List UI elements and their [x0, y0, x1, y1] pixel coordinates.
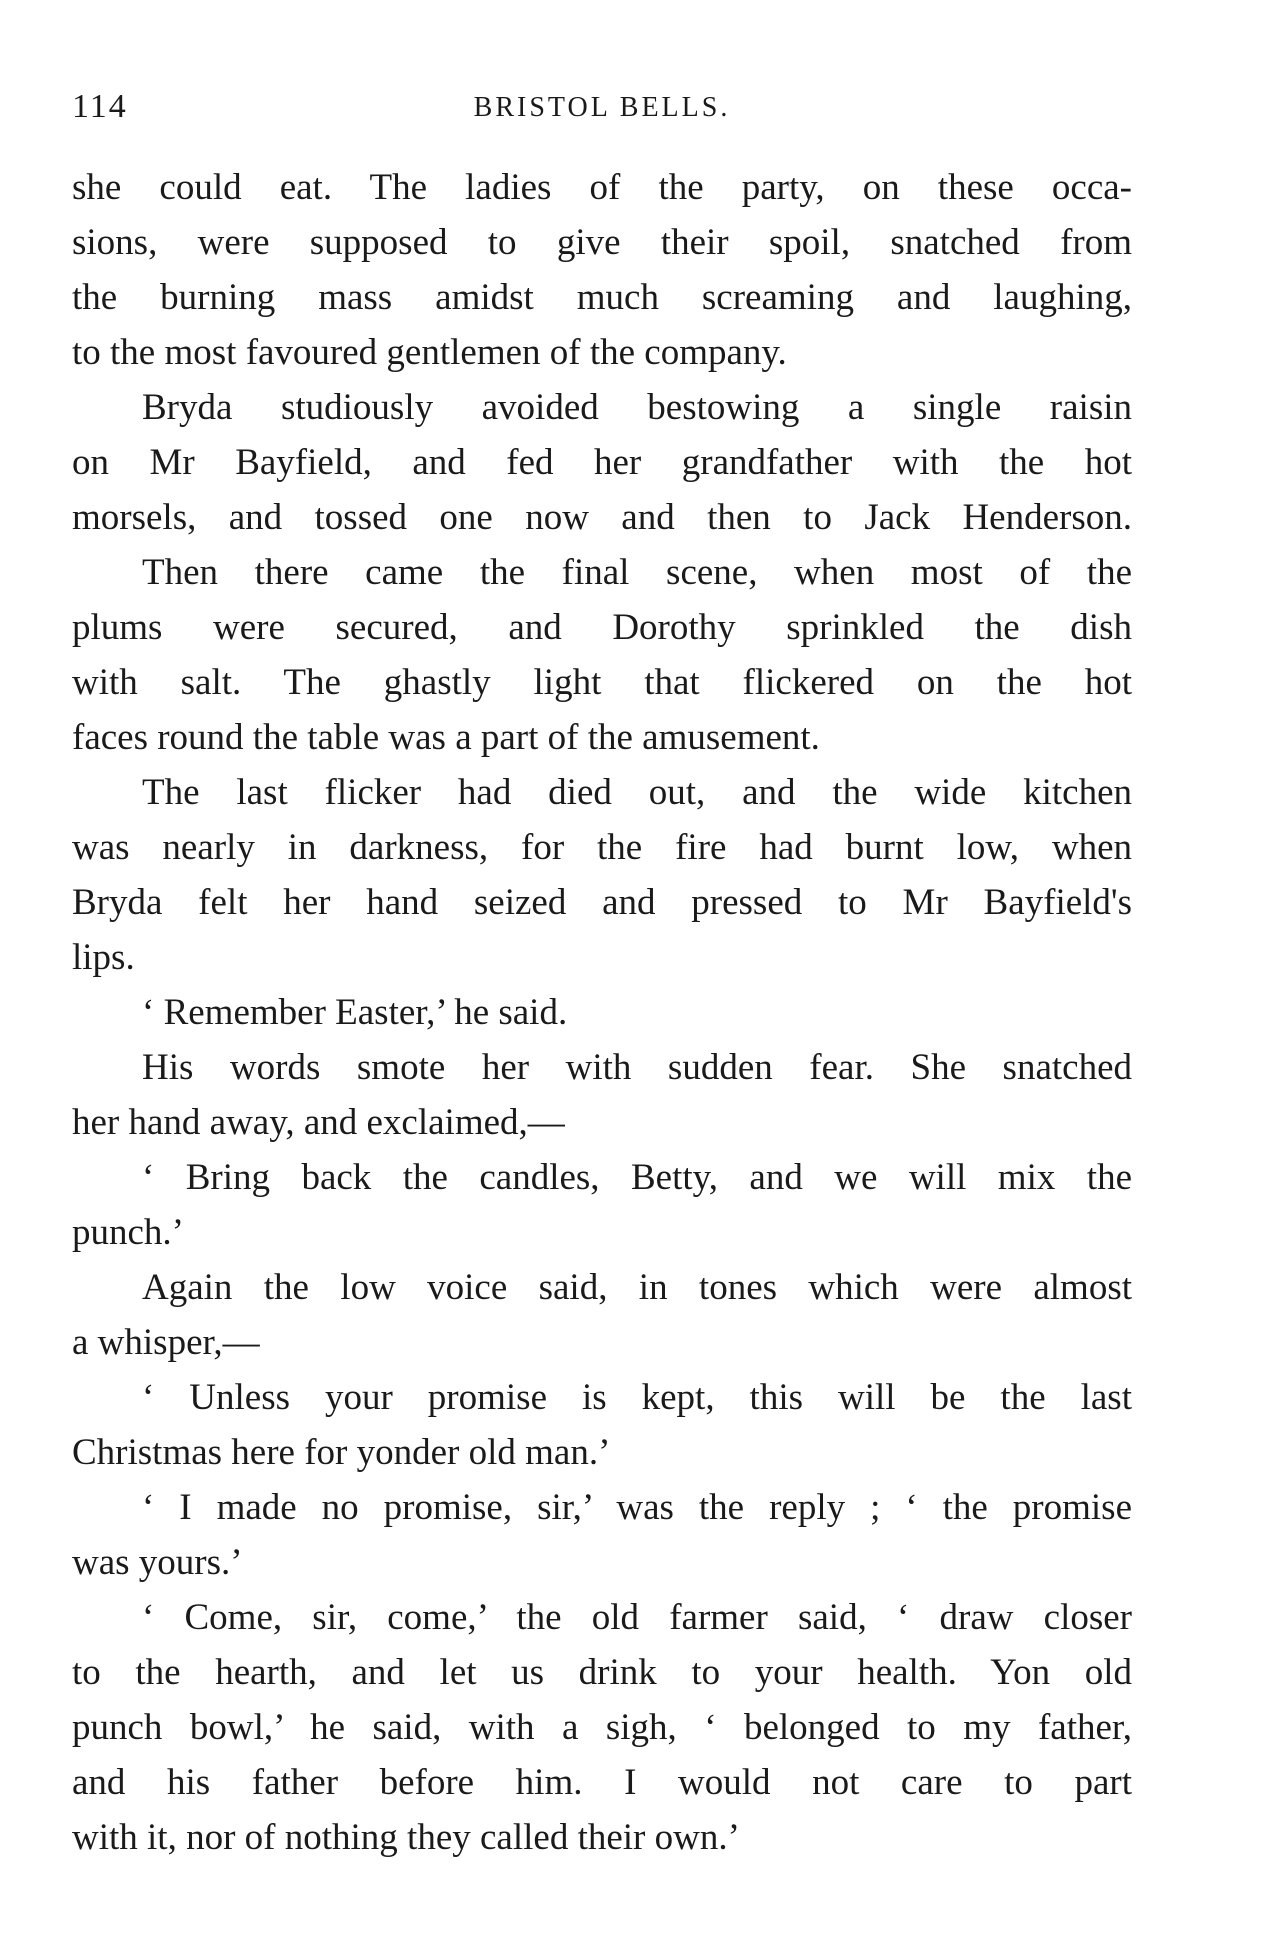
text-line: to the most favoured gentlemen of the company.	[72, 332, 787, 373]
text-line: and his father before him. I would not care to part	[72, 1762, 1132, 1803]
paragraph	[72, 1590, 1132, 1865]
text-line: Bryda felt her hand seized and pressed to Mr Bayfield's	[72, 882, 1132, 923]
page-number: 114	[72, 88, 128, 125]
paragraph	[72, 765, 1132, 985]
paragraph	[72, 985, 1132, 1040]
text-line: sions, were supposed to give their spoil, snatched from	[72, 222, 1132, 263]
text-line: punch bowl,’ he said, with a sigh, ‘ belonged to my father,	[72, 1707, 1132, 1748]
paragraph	[72, 1370, 1132, 1480]
text-line: with it, nor of nothing they called their own.’	[72, 1817, 740, 1858]
paragraph	[72, 1480, 1132, 1590]
text-line: faces round the table was a part of the amusement.	[72, 717, 820, 758]
text-line: punch.’	[72, 1212, 184, 1253]
text-line: on Mr Bayfield, and fed her grandfather with the hot	[72, 442, 1132, 483]
text-line: ‘ Bring back the candles, Betty, and we will mix the	[142, 1157, 1132, 1198]
paragraph	[72, 160, 1132, 380]
text-line: lips.	[72, 937, 135, 978]
paragraph	[72, 1040, 1132, 1150]
paragraph	[72, 380, 1132, 545]
text-line: morsels, and tossed one now and then to Jack Henderson.	[72, 497, 1132, 538]
text-line: The last flicker had died out, and the wide kitchen	[142, 772, 1132, 813]
text-line: her hand away, and exclaimed,—	[72, 1102, 565, 1143]
text-line: she could eat. The ladies of the party, on these occa-	[72, 167, 1132, 208]
text-line: Then there came the final scene, when most of the	[142, 552, 1132, 593]
text-line: was nearly in darkness, for the fire had burnt low, when	[72, 827, 1132, 868]
text-line: ‘ I made no promise, sir,’ was the reply ; ‘ the promise	[142, 1487, 1132, 1528]
running-head	[72, 88, 1132, 128]
text-line: with salt. The ghastly light that flickered on the hot	[72, 662, 1132, 703]
text-line: Christmas here for yonder old man.’	[72, 1432, 611, 1473]
text-line: the burning mass amidst much screaming and laughing,	[72, 277, 1132, 318]
text-line: was yours.’	[72, 1542, 243, 1583]
paragraph	[72, 1150, 1132, 1260]
running-title: BRISTOL BELLS.	[473, 92, 731, 123]
paragraph	[72, 545, 1132, 765]
text-line: a whisper,—	[72, 1322, 260, 1363]
text-line: Again the low voice said, in tones which were almost	[142, 1267, 1132, 1308]
body-text	[72, 160, 1132, 1865]
text-line: plums were secured, and Dorothy sprinkled the dish	[72, 607, 1132, 648]
text-line: ‘ Remember Easter,’ he said.	[142, 992, 568, 1033]
text-line: ‘ Come, sir, come,’ the old farmer said, ‘ draw closer	[142, 1597, 1132, 1638]
text-line: to the hearth, and let us drink to your health. Yon old	[72, 1652, 1132, 1693]
paragraph	[72, 1260, 1132, 1370]
text-line: His words smote her with sudden fear. She snatched	[142, 1047, 1132, 1088]
text-line: ‘ Unless your promise is kept, this will be the last	[142, 1377, 1132, 1418]
text-line: Bryda studiously avoided bestowing a single raisin	[142, 387, 1132, 428]
